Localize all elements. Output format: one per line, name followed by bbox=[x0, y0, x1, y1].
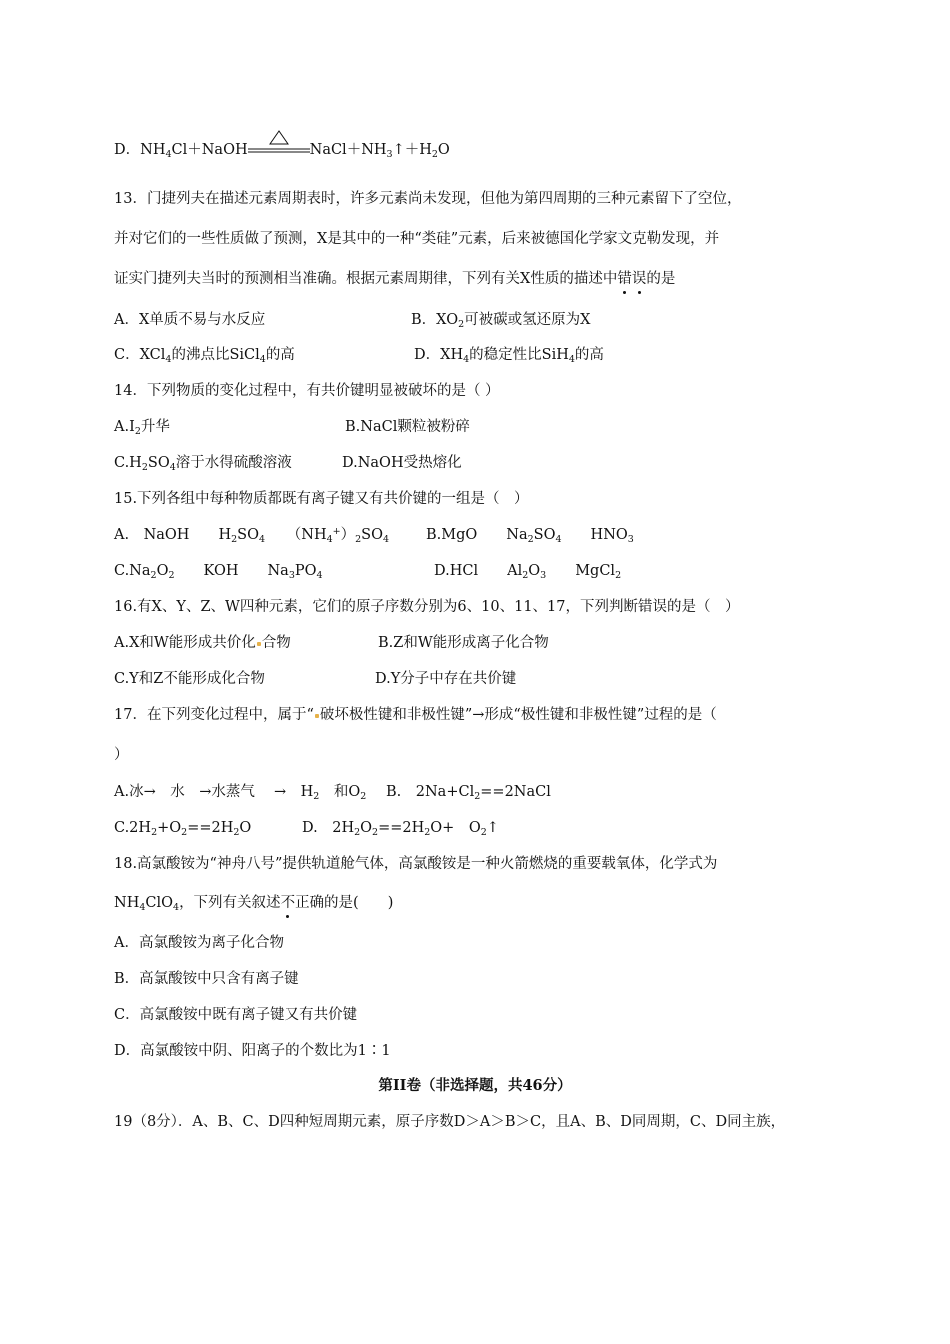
q16-option-b: B.Z和W能形成离子化合物 bbox=[378, 635, 549, 651]
subscript: 2 bbox=[354, 827, 361, 838]
q13-option-d bbox=[414, 345, 604, 365]
q17-option-c bbox=[114, 820, 251, 836]
subscript: 2 bbox=[431, 149, 438, 160]
q18-text: ClO bbox=[145, 895, 174, 911]
q17-text: D. 2H bbox=[302, 820, 355, 836]
q15-text: B.MgO Na bbox=[426, 527, 528, 543]
q19-stem-line1: 19（8分）．A、B、C、D四种短周期元素，原子序数D＞A＞B＞C，且A、B、D同周期，C、D同主族， bbox=[114, 1114, 786, 1130]
subscript: 3 bbox=[540, 570, 547, 581]
subscript: 4 bbox=[259, 354, 266, 365]
subscript: 3 bbox=[288, 570, 295, 581]
q16-option-a bbox=[114, 635, 291, 651]
q14-options-ab bbox=[114, 417, 470, 437]
q15-text: KOH Na bbox=[174, 563, 289, 579]
q15-option-b bbox=[426, 525, 634, 545]
q16-options-ab bbox=[114, 633, 549, 653]
q13-text: D．XH bbox=[414, 347, 464, 363]
subscript: 4 bbox=[463, 354, 470, 365]
q12-option-d bbox=[114, 140, 450, 160]
q13-option-b bbox=[411, 310, 591, 330]
q18-text: 正确的是( ) bbox=[295, 895, 394, 911]
q14-text: 升华 bbox=[140, 419, 170, 435]
q15-text: SO bbox=[361, 527, 383, 543]
subscript: 2 bbox=[355, 534, 362, 545]
q17-text: ==2H bbox=[187, 820, 234, 836]
q12-d-text: NaCl＋NH bbox=[309, 142, 387, 158]
q15-text: C.Na bbox=[114, 563, 151, 579]
q17-text: O+ O bbox=[430, 820, 481, 836]
q15-text: （NH bbox=[265, 527, 327, 543]
q15-text: SO bbox=[237, 527, 259, 543]
q14-text: C.H bbox=[114, 455, 142, 471]
subscript: 2 bbox=[424, 827, 431, 838]
q16-option-d: D.Y分子中存在共价键 bbox=[375, 671, 517, 687]
subscript: 2 bbox=[141, 462, 148, 473]
subscript: 2 bbox=[360, 791, 367, 802]
q18-option-b: B．高氯酸铵中只含有离子键 bbox=[114, 971, 299, 987]
subscript: 4 bbox=[555, 534, 562, 545]
subscript: 2 bbox=[527, 534, 534, 545]
subscript: 2 bbox=[480, 827, 487, 838]
q15-text: HNO bbox=[561, 527, 628, 543]
subscript: 4 bbox=[568, 354, 575, 365]
q17-text: 破坏极性键和非极性键”→形成“极性键和非极性键”过程的是（ bbox=[319, 707, 717, 723]
subscript: 4 bbox=[169, 462, 176, 473]
subscript: 4 bbox=[258, 534, 266, 545]
q15-text: D.HCl Al bbox=[434, 563, 523, 579]
q13-text: 的沸点比SiCl bbox=[171, 347, 260, 363]
q18-option-c: C．高氯酸铵中既有离子键又有共价键 bbox=[114, 1007, 358, 1023]
q13-stem-line2: 并对它们的一些性质做了预测，X是其中的一种“类硅”元素，后来被德国化学家文克勒发现，并 bbox=[114, 231, 720, 247]
q16-options-cd bbox=[114, 669, 517, 689]
q13-stem-line3 bbox=[114, 269, 675, 289]
q17-option-d bbox=[302, 818, 499, 838]
subscript: 2 bbox=[168, 570, 175, 581]
q14-option-d: D.NaOH受热熔化 bbox=[342, 455, 462, 471]
q14-options-cd bbox=[114, 453, 462, 473]
subscript: 2 bbox=[313, 791, 320, 802]
q13-options-cd bbox=[114, 345, 604, 365]
subscript: 2 bbox=[474, 791, 481, 802]
q17-text: O bbox=[360, 820, 373, 836]
q18-option-d: D．高氯酸铵中阴、阳离子的个数比为1∶1 bbox=[114, 1043, 391, 1059]
subscript: 4 bbox=[173, 902, 180, 913]
q13-text: 证实门捷列夫当时的预测相当准确。根据元素周期律，下列有关X性质的描述中 bbox=[114, 271, 618, 287]
q14-stem: 14．下列物质的变化过程中，有共价键明显被破坏的是（ ） bbox=[114, 383, 500, 399]
q14-text: 溶于水得硫酸溶液 bbox=[175, 455, 292, 471]
q17-text: B. 2Na+Cl bbox=[386, 784, 475, 800]
subscript: 2 bbox=[615, 570, 622, 581]
q14-option-a bbox=[114, 419, 170, 435]
q13-text: B．XO bbox=[411, 312, 459, 328]
q17-option-b bbox=[386, 782, 551, 802]
q12-d-text: D．NH bbox=[114, 142, 166, 158]
q15-option-c bbox=[114, 563, 323, 579]
q15-text: O bbox=[156, 563, 169, 579]
subscript: 2 bbox=[134, 426, 141, 437]
q12-d-text: Cl＋NaOH bbox=[171, 142, 248, 158]
q15-option-a bbox=[114, 527, 389, 543]
q17-text: ==2H bbox=[378, 820, 425, 836]
subscript: 3 bbox=[627, 534, 634, 545]
q15-text: O bbox=[528, 563, 541, 579]
q13-text: 可被碳或氢还原为X bbox=[464, 312, 591, 328]
q15-text: A. NaOH H bbox=[114, 527, 232, 543]
subscript: 2 bbox=[233, 827, 240, 838]
subscript: 2 bbox=[522, 570, 529, 581]
q17-text: O bbox=[239, 820, 252, 836]
q16-stem: 16.有X、Y、Z、W四种元素，它们的原子序数分别为6、10、11、17，下列判断错误的是（ ） bbox=[114, 599, 740, 615]
q12-d-text: O bbox=[437, 142, 450, 158]
q17-options-cd bbox=[114, 818, 499, 838]
subscript: 4 bbox=[316, 570, 323, 581]
q12-d-text: ↑＋H bbox=[392, 142, 432, 158]
q13-text: 的是 bbox=[646, 271, 676, 287]
q16-option-c: C.Y和Z不能形成化合物 bbox=[114, 671, 265, 687]
q14-text: SO bbox=[147, 455, 170, 471]
superscript: + bbox=[332, 526, 341, 537]
q14-option-c bbox=[114, 455, 292, 471]
subscript: 2 bbox=[372, 827, 379, 838]
scan-mark bbox=[315, 714, 319, 718]
q17-stem-close: ） bbox=[114, 747, 129, 763]
q17-text: C.2H bbox=[114, 820, 152, 836]
emphasis-dot-char: 错 bbox=[617, 271, 632, 287]
emphasis-dot-char: 误 bbox=[631, 271, 647, 287]
q17-options-ab bbox=[114, 782, 551, 802]
subscript: 2 bbox=[458, 319, 465, 330]
q17-text: ↑ bbox=[486, 820, 499, 836]
q15-stem: 15.下列各组中每种物质都既有离子键又有共价键的一组是（ ） bbox=[114, 491, 529, 507]
subscript: 2 bbox=[151, 827, 158, 838]
q14-option-b: B.NaCl颗粒被粉碎 bbox=[345, 419, 470, 435]
q13-text: 的稳定性比SiH bbox=[469, 347, 569, 363]
q18-stem-line2 bbox=[114, 893, 393, 913]
q17-text: 17．在下列变化过程中，属于“ bbox=[114, 707, 314, 723]
q14-text: A.I bbox=[114, 419, 135, 435]
q15-option-d bbox=[434, 561, 621, 581]
q17-text: 和O bbox=[319, 784, 361, 800]
q15-options-cd bbox=[114, 561, 622, 581]
subscript: 4 bbox=[139, 902, 146, 913]
subscript: 3 bbox=[386, 149, 393, 160]
q15-text: MgCl bbox=[546, 563, 616, 579]
q15-options-ab bbox=[114, 525, 634, 545]
q15-text: PO bbox=[294, 563, 317, 579]
q13-option-c bbox=[114, 347, 295, 363]
q13-stem-line1: 13．门捷列夫在描述元素周期表时，许多元素尚未发现，但他为第四周期的三种元素留下了空位， bbox=[114, 191, 742, 207]
section-heading: 第II卷（非选择题，共46分） bbox=[378, 1077, 572, 1094]
q18-text: NH bbox=[114, 895, 140, 911]
q18-option-a: A．高氯酸铵为离子化合物 bbox=[114, 935, 284, 951]
q13-options-ab bbox=[114, 310, 591, 330]
q13-text: C．XCl bbox=[114, 347, 166, 363]
heating-condition-symbol bbox=[248, 143, 310, 157]
q17-text: ==2NaCl bbox=[480, 784, 551, 800]
q17-option-a bbox=[114, 784, 366, 800]
q16-text: 合物 bbox=[261, 635, 291, 651]
q16-text: A.X和W能形成共价化 bbox=[114, 635, 256, 651]
subscript: 2 bbox=[181, 827, 188, 838]
subscript: 4 bbox=[165, 149, 172, 160]
q15-text: SO bbox=[533, 527, 556, 543]
q13-option-a: A．X单质不易与水反应 bbox=[114, 312, 266, 328]
subscript: 2 bbox=[150, 570, 157, 581]
q17-text: +O bbox=[157, 820, 182, 836]
q17-stem bbox=[114, 705, 717, 725]
q17-text: A.冰→ 水 →水蒸气 → H bbox=[114, 784, 314, 800]
subscript: 2 bbox=[231, 534, 238, 545]
q13-text: 的高 bbox=[265, 347, 295, 363]
subscript: 4 bbox=[165, 354, 172, 365]
q18-text: ，下列有关叙述 bbox=[179, 895, 281, 911]
subscript: 4 bbox=[326, 534, 333, 545]
q13-text: 的高 bbox=[574, 347, 604, 363]
scan-mark bbox=[257, 642, 261, 646]
q18-stem-line1: 18.高氯酸铵为“神舟八号”提供轨道舱气体，高氯酸铵是一种火箭燃烧的重要载氧体，化学式为 bbox=[114, 856, 718, 872]
subscript: 4 bbox=[383, 534, 390, 545]
q15-text: ） bbox=[340, 527, 356, 543]
emphasis-dot-char: 不 bbox=[280, 895, 296, 911]
